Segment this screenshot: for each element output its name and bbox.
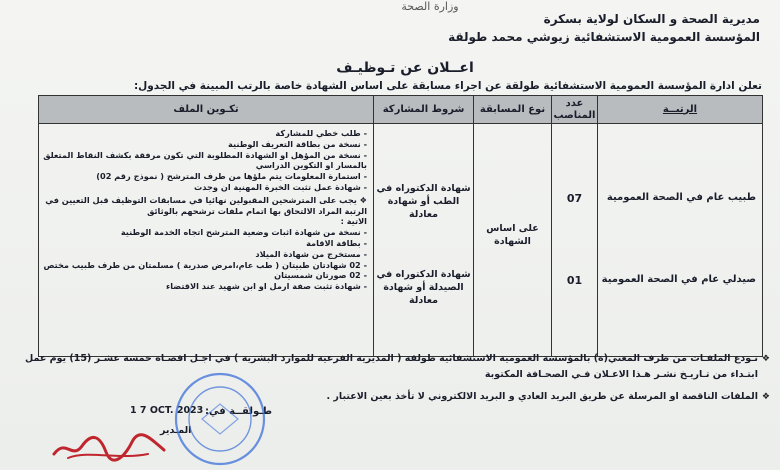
list-item: - بطاقة الاقامة: [306, 237, 367, 248]
count-pharmacists: 01: [566, 274, 583, 287]
diamond-bullet-icon: ❖: [761, 354, 770, 364]
directorate-line: مديرية الصحة و السكان لولاية بسكرة: [543, 12, 760, 26]
count-doctors: 07: [566, 192, 583, 205]
list-item: - نسخة من المؤهل او الشهادة المطلوبة التي تكون مرفقة بكشف النقاط المتعلق بالمسار او التكوين الدراسي: [43, 149, 367, 171]
handwritten-signature-icon: [48, 432, 168, 462]
list-item: - شهادة عمل تثبت الخبرة المهنية ان وجدت: [194, 181, 367, 192]
rank-general-doctor: طبيب عام في الصحة العمومية: [606, 192, 756, 203]
mode-cell: [474, 124, 552, 357]
signature-date: 1 7 OCT. 2023: [130, 405, 204, 416]
condition-pharmacist: شهادة الدكتوراه في الصيدلة أو شهادة معادلة: [376, 269, 471, 306]
header-file: تكـوين الملف: [39, 96, 374, 124]
table-row: [39, 124, 763, 357]
rank-cell: [598, 124, 763, 357]
incomplete-text: الملفات الناقصة او المرسلة عن طريق البريد العادي و البريد الالكتروني لا تأخذ بعين الاعتبار .: [326, 391, 758, 402]
director-title: المـدير: [160, 425, 192, 436]
file-cell: [39, 124, 374, 357]
announcement-title: اعــلان عن تـوظيـف: [336, 60, 474, 76]
list-item: ❖ يجب على المترشحين المقبولين نهائيا في مسابقات التوظيف قبل التعيين في الرتبة المراد الالتحاق بها اتمام ملفات ترشحهم بالوثائق: [45, 194, 367, 216]
list-item: - نسخة من شهادة اثبات وضعية المترشح اتجاه الخدمة الوطنية: [120, 227, 367, 238]
list-item: - 02 صورتان شمسيتان: [274, 270, 367, 281]
list-item: - 02 شهادتان طبيتان ( طب عام،امرض صدرية ) مسلمتان من طرف طبيب مختص: [43, 259, 367, 270]
signature-city: طـولقــة في:: [205, 406, 273, 417]
list-item: الاتية :: [340, 216, 367, 227]
positions-table: [38, 95, 763, 357]
list-item: - طلب خطي للمشاركة: [275, 128, 367, 138]
deposit-text-1: تـودع الملفـات من طرف المعني(ة) بالمؤسسة العمومية الاستشفائية طولقة ( المديرية الفرعية للموارد البشرية ) في اجـل اقصـاه خمسة عشـر (15) يوم عمل: [24, 353, 758, 364]
diamond-bullet-icon: ❖: [761, 392, 770, 402]
incomplete-files-note: [327, 391, 771, 402]
table-header-row: [39, 96, 763, 124]
ministry-header: وزارة الصحة: [401, 0, 459, 13]
header-conditions: شروط المشاركة: [374, 96, 474, 124]
list-item: - نسخة من بطاقة التعريف الوطنية: [228, 138, 367, 149]
count-cell: [552, 124, 598, 357]
rank-pharmacist: صيدلي عام في الصحة العمومية: [601, 274, 756, 285]
list-item: - مستخرج من شهادة الميلاد: [255, 248, 367, 259]
list-item: - شهادة تثبت صفة ارمل او ابن شهيد عند الاقتضاء: [166, 281, 367, 292]
file-requirements-list: [43, 128, 367, 292]
intro-paragraph: تعلن ادارة المؤسسة العمومية الاستشفائية طولقة عن اجراء مسابقة على اساس الشهادة خاصة بالرتب المبينة في الجدول:: [133, 80, 762, 92]
header-count: عدد المناصب: [552, 96, 598, 124]
institution-line: المؤسسة العمومية الاستشفائية زيوشي محمد طولقة: [448, 30, 760, 44]
competition-mode: على اساس الشهادة: [486, 223, 539, 247]
list-item: - استمارة المعلومات يتم ملؤها من طرف المترشح ( نموذج رقم 02): [96, 171, 367, 182]
header-mode: نوع المسابقة: [474, 96, 552, 124]
official-stamp-icon: [172, 370, 268, 468]
condition-doctor: شهادة الدكتوراه في الطب أو شهادة معادلة: [376, 183, 471, 220]
deposit-note-continued: ابتـداء من تـاريـخ نشـر هـذا الاعـلان فـي الصحـافة المكتوبة: [484, 369, 758, 380]
header-rank: الرتبــة: [598, 96, 763, 124]
deposit-note: [25, 353, 770, 364]
conditions-cell: [374, 124, 474, 357]
